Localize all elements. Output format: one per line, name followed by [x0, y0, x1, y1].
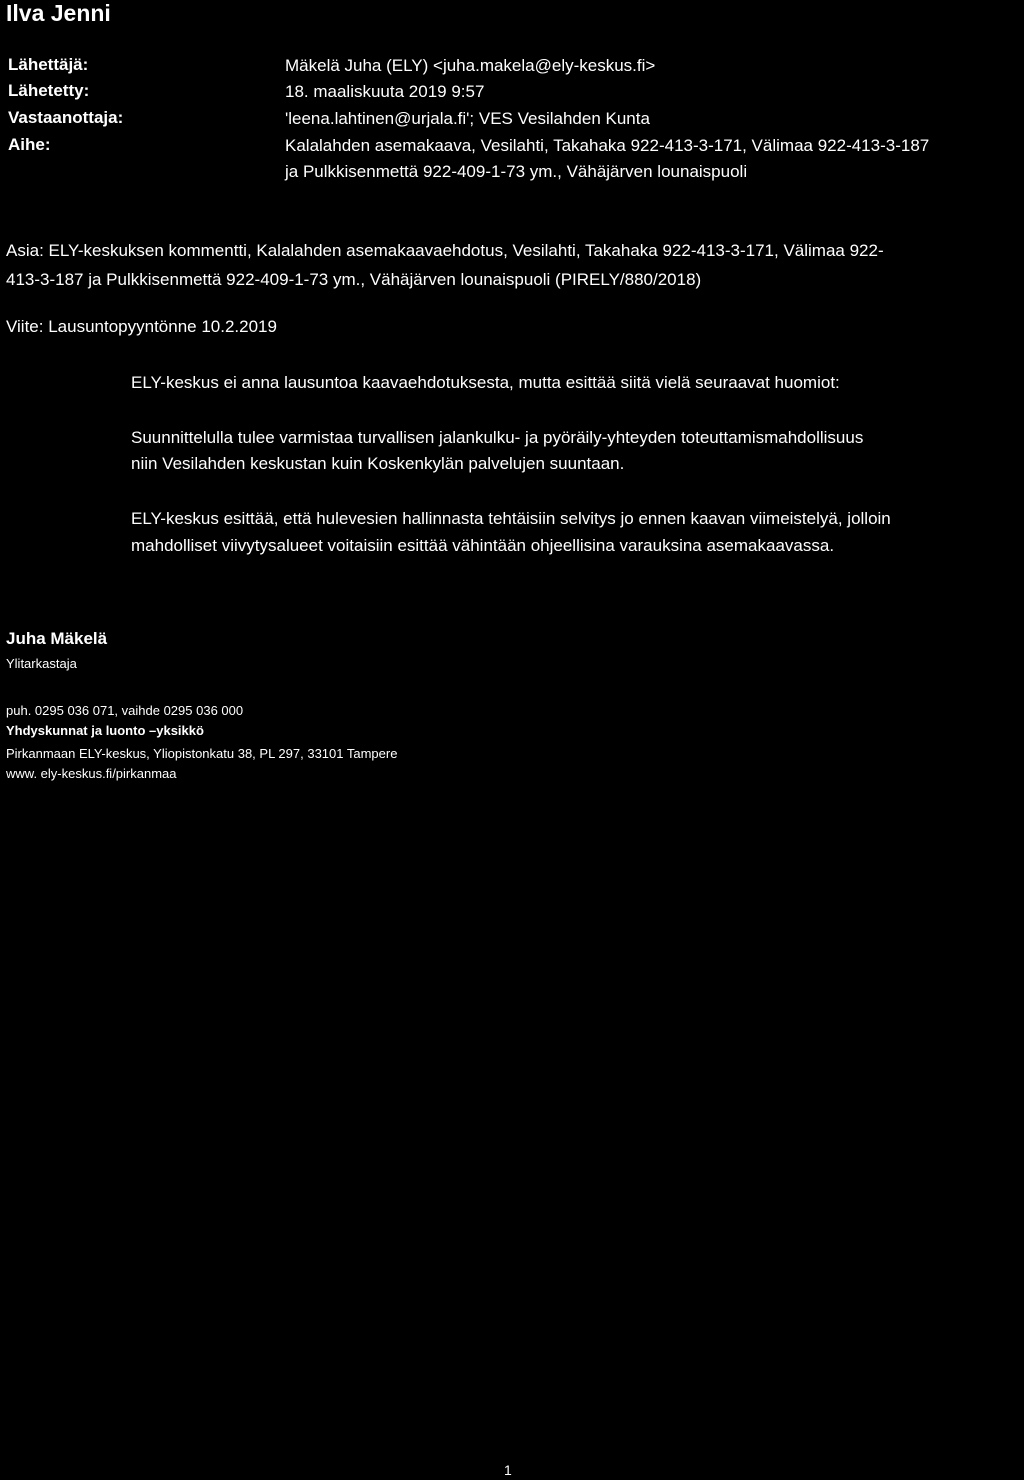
- matter-line-1: Asia: ELY-keskuksen kommentti, Kalalahden asemakaavaehdotus, Vesilahti, Takahaka 922-413-3-171, Välimaa 922-: [6, 241, 884, 260]
- recipient-label: Vastaanottaja:: [8, 108, 124, 127]
- sender-value: Mäkelä Juha (ELY) <juha.makela@ely-keskus.fi>: [285, 56, 656, 75]
- sender-label: Lähettäjä:: [8, 55, 89, 74]
- paragraph-1: ELY-keskus ei anna lausuntoa kaavaehdotuksesta, mutta esittää siitä vielä seuraavat huomiot:: [131, 373, 840, 392]
- subject-label: Aihe:: [8, 135, 51, 154]
- signature-phone: puh. 0295 036 071, vaihde 0295 036 000: [6, 703, 244, 718]
- subject-value-line2: ja Pulkkisenmettä 922-409-1-73 ym., Vähäjärven lounaispuoli: [285, 162, 748, 181]
- signature-name: Juha Mäkelä: [6, 629, 108, 648]
- paragraph-2-line-2: niin Vesilahden keskustan kuin Koskenkylän palvelujen suuntaan.: [131, 454, 625, 473]
- paragraph-3-line-1: ELY-keskus esittää, että hulevesien hallinnasta tehtäisiin selvitys jo ennen kaavan viimeistelyä, jolloin: [131, 509, 891, 528]
- signature-title: Ylitarkastaja: [6, 656, 77, 671]
- sent-label: Lähetetty:: [8, 81, 90, 100]
- subject-value: Kalalahden asemakaava, Vesilahti, Takahaka 922-413-3-171, Välimaa 922-413-3-187: [285, 136, 930, 155]
- signature-address: Pirkanmaan ELY-keskus, Yliopistonkatu 38, PL 297, 33101 Tampere: [6, 746, 398, 761]
- document-owner: Ilva Jenni: [6, 0, 111, 26]
- paragraph-3-line-2: mahdolliset viivytysalueet voitaisiin esittää vähintään ohjeellisina varauksina asemakaavassa.: [131, 536, 835, 555]
- recipient-value: 'leena.lahtinen@urjala.fi'; VES Vesilahden Kunta: [285, 109, 650, 128]
- paragraph-2-line-1: Suunnittelulla tulee varmistaa turvallisen jalankulku- ja pyöräily-yhteyden toteuttamismahdollisuus: [131, 428, 864, 447]
- signature-web: www. ely-keskus.fi/pirkanmaa: [6, 766, 177, 781]
- page-number: 1: [504, 1462, 512, 1478]
- sent-value: 18. maaliskuuta 2019 9:57: [285, 82, 485, 101]
- matter-line-2: 413-3-187 ja Pulkkisenmettä 922-409-1-73 ym., Vähäjärven lounaispuoli (PIRELY/880/2018): [6, 270, 702, 289]
- reference-line: Viite: Lausuntopyyntönne 10.2.2019: [6, 317, 277, 336]
- signature-unit: Yhdyskunnat ja luonto –yksikkö: [6, 723, 204, 738]
